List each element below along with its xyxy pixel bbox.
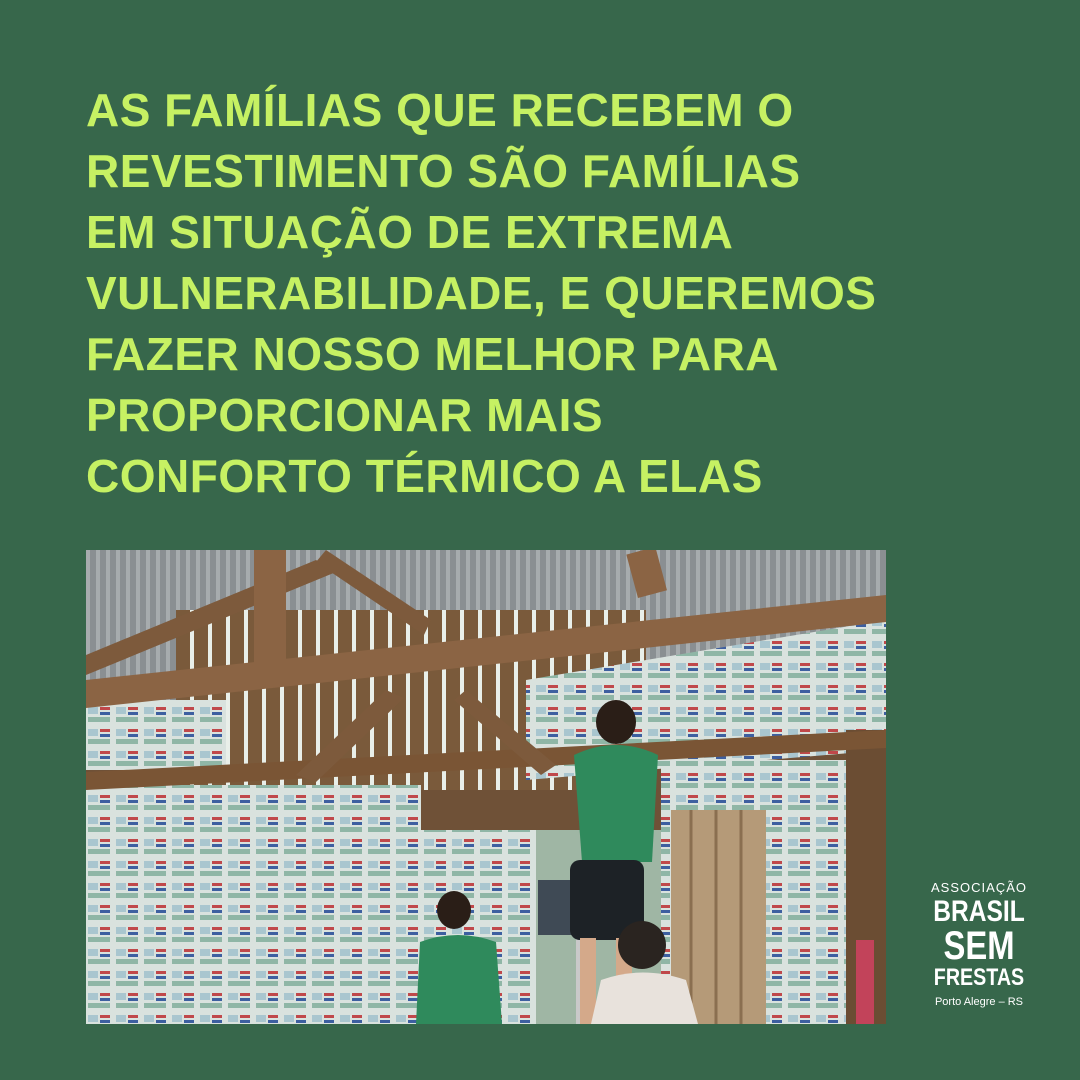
logo-association: ASSOCIAÇÃO: [931, 880, 1027, 895]
child-head: [618, 921, 666, 969]
headline-line: AS FAMÍLIAS QUE RECEBEM O: [86, 84, 794, 136]
hanging-cloth: [856, 940, 874, 1024]
headline-line: CONFORTO TÉRMICO A ELAS: [86, 450, 763, 502]
logo-word-sem: SEM: [943, 924, 1015, 968]
headline-line: REVESTIMENTO SÃO FAMÍLIAS: [86, 145, 801, 197]
headline: [86, 80, 1046, 507]
logo-word-brasil: BRASIL: [933, 895, 1025, 928]
headline-line: VULNERABILIDADE, E QUEREMOS: [86, 267, 877, 319]
photo-illustration: [86, 550, 886, 1024]
volunteer-head: [437, 891, 471, 929]
carton-upper-left: [86, 700, 226, 770]
volunteers-photo: [86, 550, 886, 1024]
logo-word-frestas: FRESTAS: [933, 964, 1025, 991]
headline-line: PROPORCIONAR MAIS: [86, 389, 604, 441]
volunteer-shirt: [574, 745, 658, 862]
volunteer-leg: [580, 938, 596, 1024]
headline-line: FAZER NOSSO MELHOR PARA: [86, 328, 780, 380]
logo-location: Porto Alegre – RS: [934, 996, 1024, 1008]
headline-line: EM SITUAÇÃO DE EXTREMA: [86, 206, 734, 258]
volunteer-shirt: [416, 935, 502, 1024]
child-shirt: [591, 973, 698, 1025]
volunteer-head: [596, 700, 636, 744]
brasil-sem-frestas-logo: [918, 880, 1040, 1009]
carton-wall-left: [86, 785, 421, 1024]
post: [254, 550, 286, 670]
